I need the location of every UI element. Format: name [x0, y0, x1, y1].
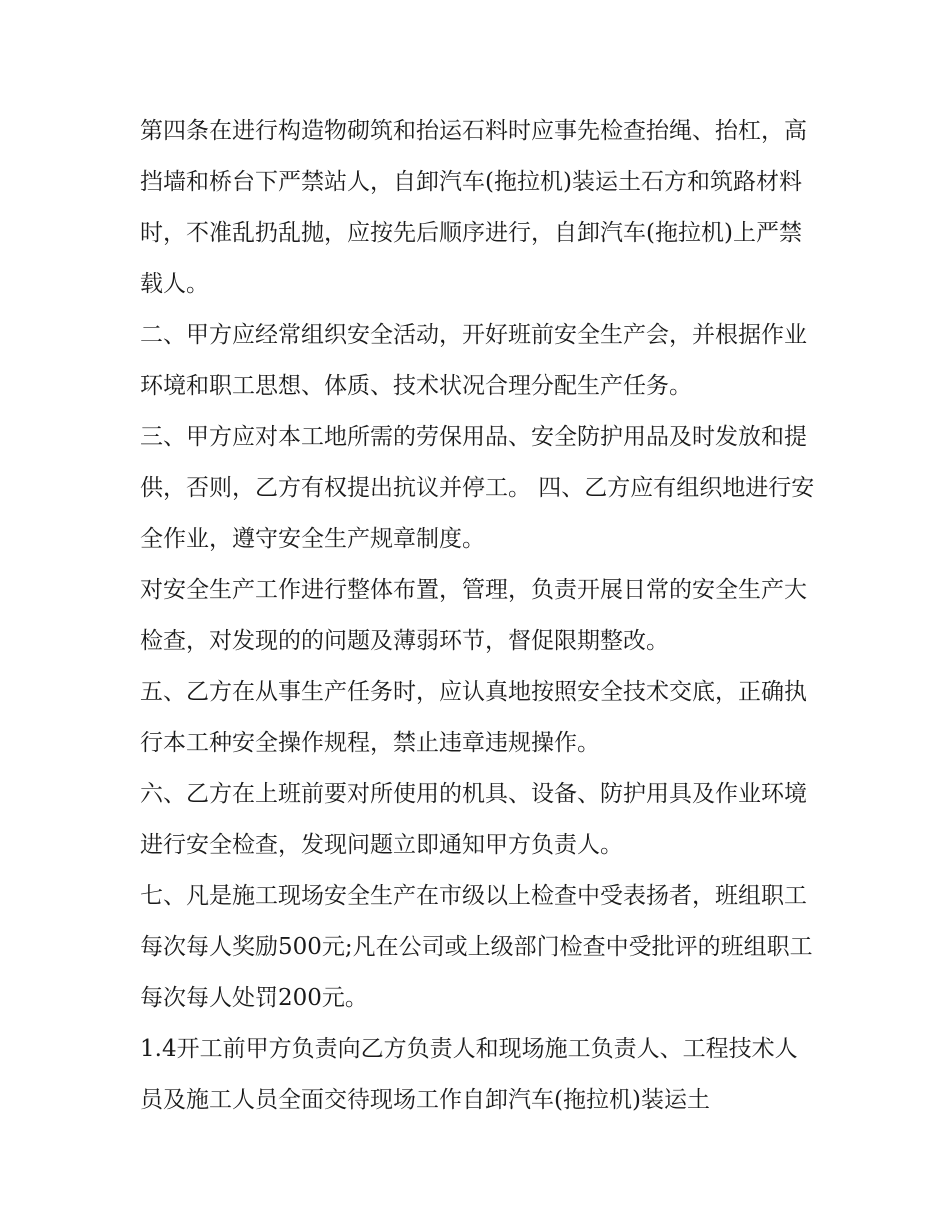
paragraph-item-2: 二、甲方应经常组织安全活动，开好班前安全生产会，并根据作业环境和职工思想、体质、技术状况合理分配生产任务。 [140, 322, 807, 399]
paragraph-item-7: 七、凡是施工现场安全生产在市级以上检查中受表扬者，班组职工每次每人奖励500元;凡在公司或上级部门检查中受批评的班组职工每次每人处罚200元。 [140, 883, 813, 1011]
paragraph-item-5: 五、乙方在从事生产任务时，应认真地按照安全技术交底，正确执行本工种安全操作规程，禁止违章违规操作。 [140, 679, 807, 756]
paragraph-section-1-4: 1.4开工前甲方负责向乙方负责人和现场施工负责人、工程技术人员及施工人员全面交待现场工作自卸汽车(拖拉机)装运土 [140, 1036, 798, 1113]
paragraph-article-4: 第四条在进行构造物砌筑和抬运石料时应事先检查抬绳、抬杠，高挡墙和桥台下严禁站人，自卸汽车(拖拉机)装运土石方和筑路材料时，不准乱扔乱抛，应按先后顺序进行，自卸汽车(拖拉机)上严禁载人。 [140, 118, 807, 297]
paragraph-safety-management: 对安全生产工作进行整体布置，管理，负责开展日常的安全生产大检查，对发现的的问题及薄弱环节，督促限期整改。 [140, 577, 807, 654]
paragraph-item-6: 六、乙方在上班前要对所使用的机具、设备、防护用具及作业环境进行安全检查，发现问题立即通知甲方负责人。 [140, 781, 807, 858]
paragraph-item-3-4: 三、甲方应对本工地所需的劳保用品、安全防护用品及时发放和提供，否则，乙方有权提出抗议并停工。 四、乙方应有组织地进行安全作业，遵守安全生产规章制度。 [140, 424, 815, 552]
document-body [140, 106, 820, 1126]
